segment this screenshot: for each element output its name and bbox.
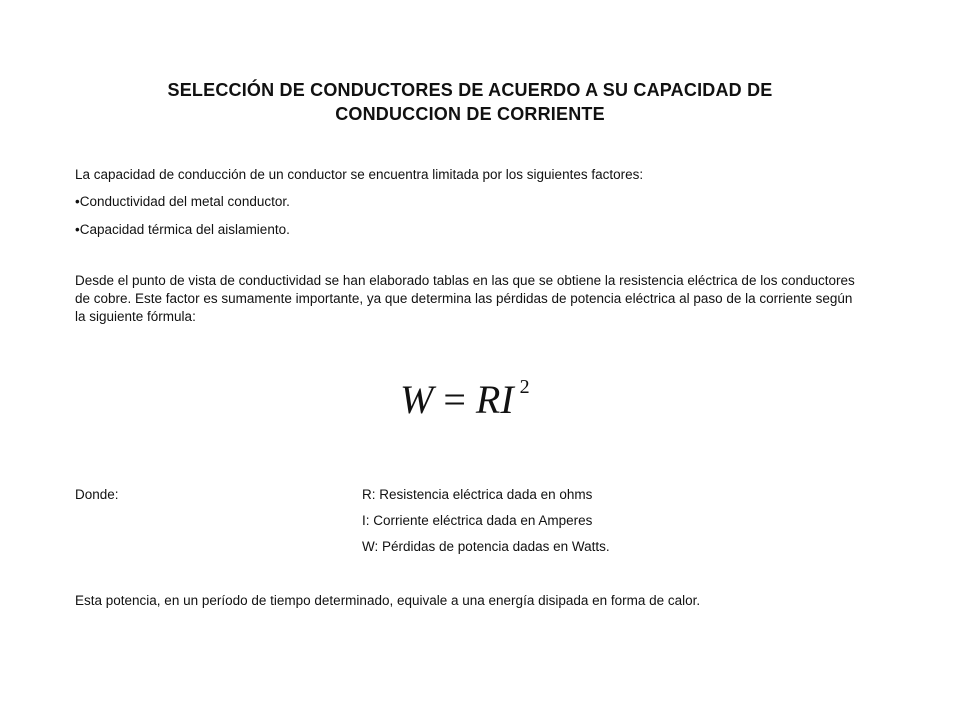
formula-equals: =: [443, 377, 466, 422]
bullet-item-conductivity: •Conductividad del metal conductor.: [75, 194, 290, 209]
page-title: [80, 78, 860, 126]
formula-exponent: 2: [519, 376, 530, 398]
description-paragraph: Desde el punto de vista de conductividad se han elaborado tablas en las que se obtiene la resistencia eléctrica de los conductores de cobre. Este factor es sumamente importante, ya que determina las pérdidas de potencia eléctrica al paso de la corriente según la siguiente fórmula:: [75, 273, 855, 324]
formula-rhs: RI: [475, 377, 514, 422]
title-line-1: SELECCIÓN DE CONDUCTORES DE ACUERDO A SU CAPACIDAD DE: [167, 80, 773, 100]
title-line-2: CONDUCCION DE CORRIENTE: [335, 104, 605, 124]
formula-lhs: W: [400, 377, 434, 422]
definition-r: R: Resistencia eléctrica dada en ohms: [362, 487, 593, 502]
intro-paragraph: La capacidad de conducción de un conductor se encuentra limitada por los siguientes factores:: [75, 167, 644, 182]
power-loss-formula: [400, 376, 530, 431]
donde-label: Donde:: [75, 487, 119, 502]
definition-w: W: Pérdidas de potencia dadas en Watts.: [362, 539, 610, 554]
definition-i: I: Corriente eléctrica dada en Amperes: [362, 513, 593, 528]
closing-paragraph: Esta potencia, en un período de tiempo determinado, equivale a una energía disipada en forma de calor.: [75, 593, 701, 608]
bullet-item-thermal-capacity: •Capacidad térmica del aislamiento.: [75, 222, 290, 237]
